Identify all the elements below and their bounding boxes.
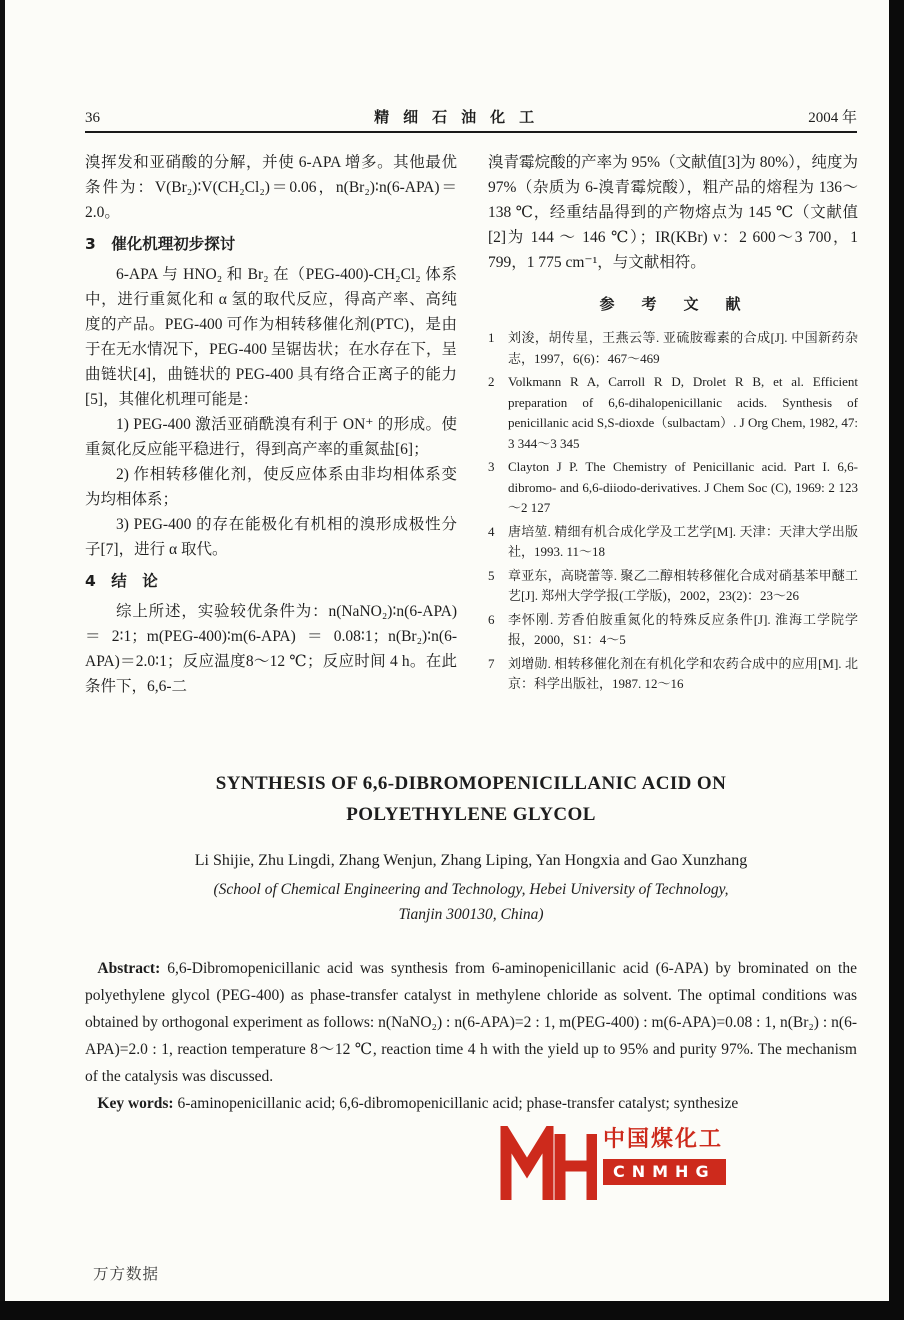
affiliation-line2: Tianjin 300130, China) [398,906,544,923]
reference-item [488,328,858,369]
reference-item [488,654,858,695]
reference-item [488,610,858,651]
keywords-label: Key words: [97,1095,174,1112]
mh-logo-icon [497,1126,597,1205]
abstract-paragraph [85,955,857,1090]
running-head [85,106,857,127]
page-number: 36 [85,110,100,126]
right-column [488,150,858,698]
english-title-line2: POLYETHYLENE GLYCOL [346,804,596,825]
affiliation-line1: (School of Chemical Engineering and Technology, Hebei University of Technology, [213,881,729,898]
abstract-text: 6,6-Dibromopenicillanic acid was synthesis from 6-aminopenicillanic acid (6-APA) by brominated on the polyethylene glycol (PEG-400) as phase-transfer catalyst in methylene chloride as solvent. The optimal conditions was obtained by orthogonal experiment as follows: n(NaNO₂) : n(6-APA)=2 : 1, m(PEG-400) : m(6-APA)=0.08 : 1, n(Br₂) : n(6-APA)=2.0 : 1, reaction temperature 8～12 ℃, reaction time 4 h with the yield up to 95% and purity 97%. The mechanism of the catalysis was discussed. [85,960,857,1085]
reference-number: 7 [488,655,495,671]
left-column [85,150,457,699]
section-heading-3: 3 催化机理初步探讨 [85,235,236,253]
reference-number: 2 [488,374,495,389]
reference-number: 5 [488,567,495,583]
paragraph: 3) PEG-400 的存在能极化有机相的溴形成极性分子[7]，进行 α 取代。 [85,516,457,558]
journal-title: 精细石油化工 [374,110,549,126]
watermark-logo [497,1126,726,1205]
reference-number: 1 [488,330,495,345]
watermark-en-bar: CNMHG [603,1159,726,1185]
reference-text: 刘增勋. 相转移催化剂在有机化学和农药合成中的应用[M]. 北京：科学出版社，1987. 12～16 [508,655,858,691]
reference-item [488,522,858,563]
reference-text: 刘浚，胡传星，王燕云等. 亚硫胺霉素的合成[J]. 中国新药杂志，1997，6(6)：467～469 [508,330,858,366]
section-heading-4: 4 结 论 [85,572,158,590]
english-title-line1: SYNTHESIS OF 6,6-DIBROMOPENICILLANIC ACID ON [215,773,727,794]
reference-number: 3 [488,459,495,474]
header-rule [85,131,857,133]
reference-item [488,372,858,454]
affiliation [85,877,857,927]
reference-number: 6 [488,611,495,627]
reference-item [488,566,858,607]
scan-edge-left [0,0,5,1320]
reference-text: 章亚东，高晓蕾等. 聚乙二醇相转移催化合成对硝基苯甲醚工艺[J]. 郑州大学学报(工学版)，2002，23(2)：23～26 [508,567,858,603]
paragraph: 溴挥发和亚硝酸的分解，并使 6-APA 增多。其他最优条件为：V(Br₂)∶V(CH₂Cl₂)＝0.06，n(Br₂)∶n(6-APA)＝2.0。 [85,154,457,221]
paragraph: 2) 作相转移催化剂，使反应体系由非均相体系变为均相体系； [85,466,457,508]
reference-item [488,457,858,519]
reference-text: 唐培堃. 精细有机合成化学及工艺学[M]. 天津：天津大学出版社，1993. 11～18 [508,523,858,559]
reference-text: Clayton J P. The Chemistry of Penicillanic acid. Part I. 6,6-dibromo- and 6,6-diiodo-derivatives. J Chem Soc (C), 1969: 2 123～2 127 [508,459,858,515]
journal-year: 2004 年 [808,110,857,126]
scan-edge-right [889,0,904,1320]
reference-number: 4 [488,523,495,539]
keywords-text: 6-aminopenicillanic acid; 6,6-dibromopenicillanic acid; phase-transfer catalyst; synthesize [173,1095,739,1112]
references-heading: 参 考 文 献 [599,295,747,313]
paragraph: 1) PEG-400 激活亚硝酰溴有利于 ON⁺ 的形成。使重氮化反应能平稳进行，得到高产率的重氮盐[6]； [85,416,457,458]
reference-list [488,328,858,695]
english-title [85,768,857,830]
paragraph: 溴青霉烷酸的产率为 95%（文献值[3]为 80%），纯度为 97%（杂质为 6-溴青霉烷酸），粗产品的熔程为 136～138 ℃，经重结晶得到的产物熔点为 145 ℃（文献值[2]为 144 ～ 146 ℃）；IR(KBr) ν：2 600～3 700，1 799，1 775 cm⁻¹，与文献相符。 [488,154,858,271]
watermark-text-block [603,1126,726,1185]
scan-edge-bottom [0,1301,904,1320]
english-abstract-section [85,768,857,1117]
paragraph: 综上所述，实验较优条件为：n(NaNO₂)∶n(6-APA)＝2∶1；m(PEG-400)∶m(6-APA)＝0.08∶1；n(Br₂)∶n(6-APA)＝2.0∶1；反应温度8～12 ℃；反应时间 4 h。在此条件下，6,6-二 [85,603,457,695]
wanfang-watermark: 万方数据 [93,1265,160,1283]
authors-line: Li Shijie, Zhu Lingdi, Zhang Wenjun, Zhang Liping, Yan Hongxia and Gao Xunzhang [194,852,748,869]
abstract-label: Abstract: [97,960,161,977]
watermark-cn-text: 中国煤化工 [603,1127,724,1152]
paragraph: 6-APA 与 HNO₂ 和 Br₂ 在（PEG-400)-CH₂Cl₂ 体系中，进行重氮化和 α 氢的取代反应，得高产率、高纯度的产品。PEG-400 可作为相转移催化剂(PTC)，是由于在无水情况下，PEG-400 呈锯齿状；在水存在下，呈曲链状[4]，曲链状的 PEG-400 具有络合正离子的能力[5]，其催化机理可能是： [85,266,457,408]
reference-text: 李怀刚. 芳香伯胺重氮化的特殊反应条件[J]. 淮海工学院学报，2000，S1：4～5 [508,611,858,647]
reference-text: Volkmann R A, Carroll R D, Drolet R B, et al. Efficient preparation of 6,6-dihalopenicillanic acids. Synthesis of penicillanic acid S,S-dioxde（sulbactam）. J Org Chem, 1982, 47: 3 344～3 345 [508,374,858,451]
keywords-paragraph [85,1090,857,1117]
